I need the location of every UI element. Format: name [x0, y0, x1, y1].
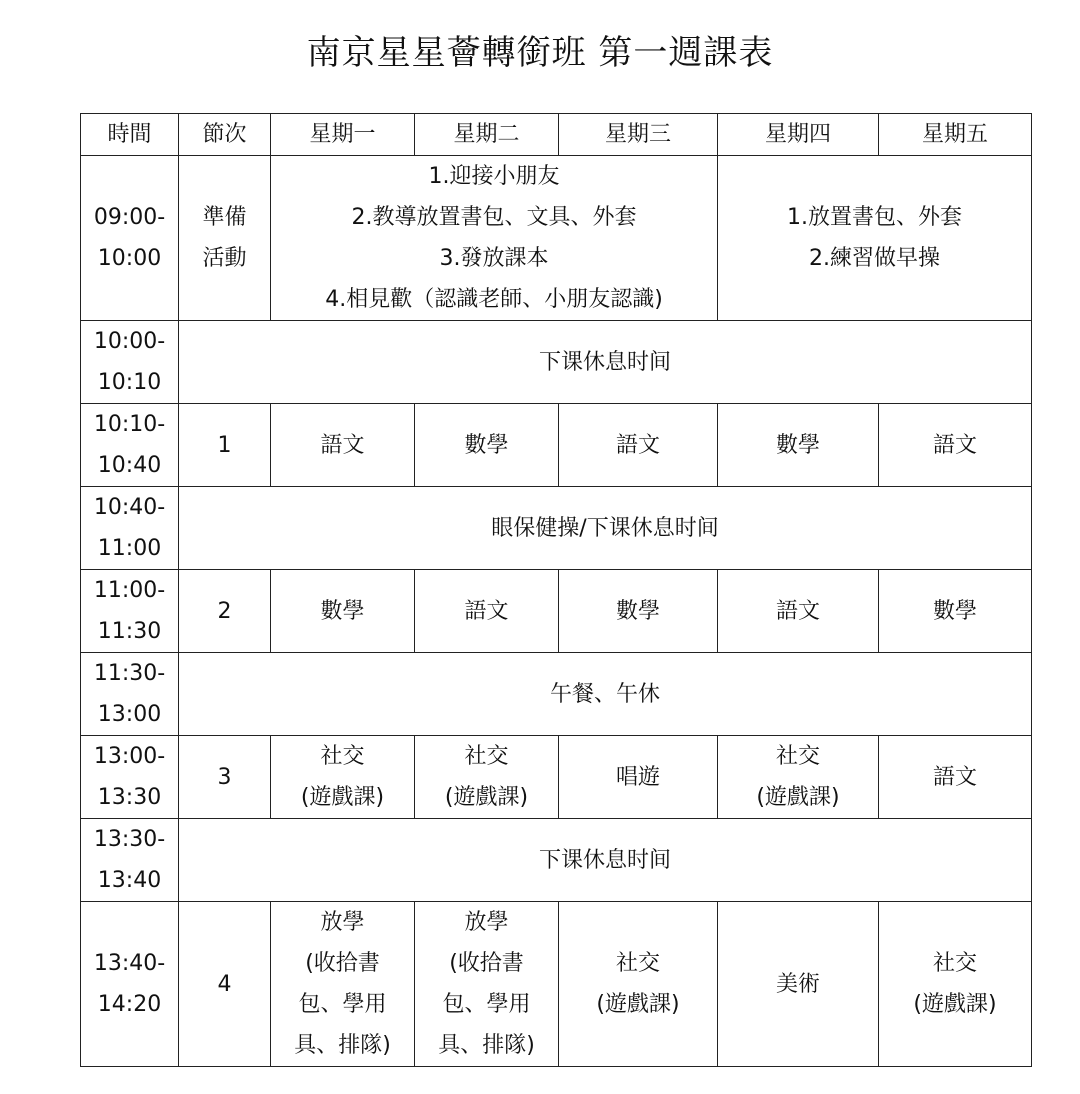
prep-mon-wed-item: 2.教導放置書包、文具、外套 — [351, 205, 637, 230]
schedule-table — [80, 113, 1032, 1067]
p3-time-end: 13:30 — [97, 785, 162, 810]
break3-time-start: 13:30- — [93, 827, 166, 852]
p4-row — [81, 902, 1032, 1067]
p2-row — [81, 570, 1032, 653]
lunch-time-start: 11:30- — [93, 661, 166, 686]
p4-fri — [879, 902, 1032, 1067]
p1-mon: 語文 — [271, 404, 415, 487]
p4-tue-line: 包、學用 — [442, 992, 531, 1017]
prep-time-end: 10:00 — [97, 246, 162, 271]
p3-thu-line: 社交 — [775, 744, 820, 769]
p1-period: 1 — [179, 404, 271, 487]
break1-time-cell — [81, 321, 179, 404]
p4-fri-line: 社交 — [932, 951, 977, 976]
p2-time-start: 11:00- — [93, 578, 166, 603]
header-mon: 星期一 — [271, 114, 415, 156]
p4-mon — [271, 902, 415, 1067]
p4-tue-line: 放學 — [464, 910, 509, 935]
break2-time-start: 10:40- — [93, 495, 166, 520]
p4-period: 4 — [179, 902, 271, 1067]
p1-tue: 數學 — [415, 404, 559, 487]
p4-mon-line: (收拾書 — [305, 951, 380, 976]
p4-wed-line: (遊戲課) — [596, 992, 680, 1017]
p3-row — [81, 736, 1032, 819]
header-tue: 星期二 — [415, 114, 559, 156]
p4-mon-line: 具、排隊) — [294, 1033, 391, 1058]
break3-time-cell — [81, 819, 179, 902]
p3-thu — [718, 736, 879, 819]
p4-mon-line: 包、學用 — [298, 992, 387, 1017]
p3-mon-line: 社交 — [320, 744, 365, 769]
p2-period: 2 — [179, 570, 271, 653]
p3-tue-line: (遊戲課) — [444, 785, 529, 810]
p4-wed-line: 社交 — [615, 951, 660, 976]
lunch-row — [81, 653, 1032, 736]
p3-period: 3 — [179, 736, 271, 819]
p4-mon-line: 放學 — [320, 910, 365, 935]
p3-time-cell — [81, 736, 179, 819]
break1-time-start: 10:00- — [93, 329, 166, 354]
break3-row — [81, 819, 1032, 902]
break2-label: 眼保健操/下课休息时间 — [179, 487, 1032, 570]
prep-mon-wed-item: 4.相見歡（認識老師、小朋友認識) — [325, 287, 663, 312]
break2-time-end: 11:00 — [97, 536, 162, 561]
lunch-time-end: 13:00 — [97, 702, 162, 727]
p3-tue-line: 社交 — [464, 744, 509, 769]
prep-period-line2: 活動 — [202, 246, 247, 271]
p3-wed: 唱遊 — [559, 736, 718, 819]
break3-label: 下课休息时间 — [179, 819, 1032, 902]
p4-tue — [415, 902, 559, 1067]
prep-mon-wed-item: 1.迎接小朋友 — [428, 164, 560, 189]
p2-time-cell — [81, 570, 179, 653]
p2-mon: 數學 — [271, 570, 415, 653]
prep-thu-fri-cell — [718, 156, 1032, 321]
prep-period-cell — [179, 156, 271, 321]
header-fri: 星期五 — [879, 114, 1032, 156]
p3-mon-line: (遊戲課) — [300, 785, 385, 810]
p1-wed: 語文 — [559, 404, 718, 487]
lunch-time-cell — [81, 653, 179, 736]
p4-time-start: 13:40- — [93, 951, 166, 976]
p3-tue — [415, 736, 559, 819]
prep-time-cell — [81, 156, 179, 321]
p4-fri-line: (遊戲課) — [913, 992, 997, 1017]
p4-time-cell — [81, 902, 179, 1067]
p4-time-end: 14:20 — [97, 992, 162, 1017]
page-title: 南京星星薈轉銜班 第一週課表 — [306, 33, 774, 73]
prep-thu-fri-item: 1.放置書包、外套 — [787, 205, 962, 230]
p2-fri: 數學 — [879, 570, 1032, 653]
p1-time-cell — [81, 404, 179, 487]
header-time: 時間 — [81, 114, 179, 156]
p3-mon — [271, 736, 415, 819]
p2-tue: 語文 — [415, 570, 559, 653]
header-row — [81, 114, 1032, 156]
p4-tue-line: (收拾書 — [449, 951, 524, 976]
p3-thu-line: (遊戲課) — [756, 785, 840, 810]
header-thu: 星期四 — [718, 114, 879, 156]
p2-wed: 數學 — [559, 570, 718, 653]
p1-row — [81, 404, 1032, 487]
p4-wed — [559, 902, 718, 1067]
p3-time-start: 13:00- — [93, 744, 166, 769]
p2-time-end: 11:30 — [97, 619, 162, 644]
p2-thu: 語文 — [718, 570, 879, 653]
break1-row — [81, 321, 1032, 404]
header-wed: 星期三 — [559, 114, 718, 156]
break1-label: 下课休息时间 — [179, 321, 1032, 404]
p1-fri: 語文 — [879, 404, 1032, 487]
p4-thu: 美術 — [718, 902, 879, 1067]
p1-thu: 數學 — [718, 404, 879, 487]
p3-fri: 語文 — [879, 736, 1032, 819]
break1-time-end: 10:10 — [97, 370, 162, 395]
break2-row — [81, 487, 1032, 570]
p1-time-end: 10:40 — [97, 453, 162, 478]
prep-period-line1: 準備 — [202, 205, 247, 230]
header-period: 節次 — [179, 114, 271, 156]
prep-mon-wed-item: 3.發放課本 — [439, 246, 549, 271]
p4-tue-line: 具、排隊) — [438, 1033, 535, 1058]
prep-mon-wed-cell — [271, 156, 718, 321]
prep-thu-fri-item: 2.練習做早操 — [809, 246, 940, 271]
prep-time-start: 09:00- — [93, 205, 166, 230]
p1-time-start: 10:10- — [93, 412, 166, 437]
break3-time-end: 13:40 — [97, 868, 162, 893]
prep-row — [81, 156, 1032, 321]
break2-time-cell — [81, 487, 179, 570]
lunch-label: 午餐、午休 — [179, 653, 1032, 736]
